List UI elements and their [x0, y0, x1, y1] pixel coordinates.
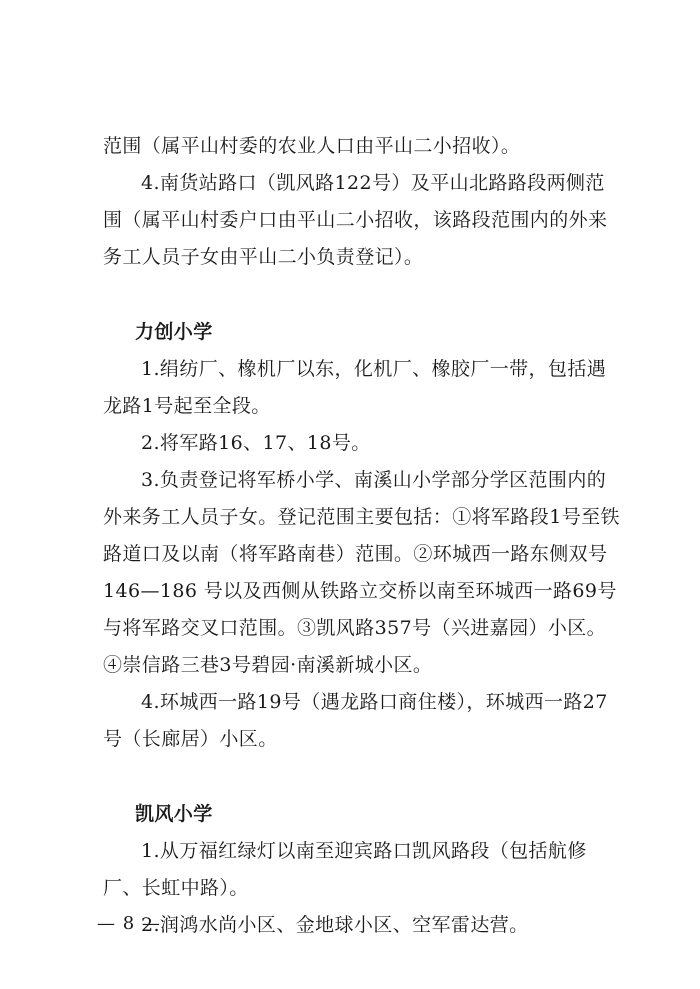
paragraph-item-4: 4.环城西一路19号（遇龙路口商住楼），环城西一路27号（长廊居）小区。 — [103, 691, 608, 750]
page-number: — 8 — — [97, 913, 161, 934]
document-body — [103, 128, 623, 944]
section-heading-kaifeng: 凯风小学 — [135, 803, 213, 825]
paragraph-item-2: 2.将军路16、17、18号。 — [141, 432, 371, 454]
paragraph-item-3: 3.负责登记将军桥小学、南溪山小学部分学区范围内的外来务工人员子女。登记范围主要包括：①将军路段1号至铁路道口及以南（将军路南巷）范围。②环城西一路东侧双号146—186 号以及西侧从铁路立交桥以南至环城西一路69号与将军路交叉口范围。③凯风路357号（兴进嘉园）小区。④崇信路三巷3号碧园·南溪新城小区。 — [103, 469, 620, 676]
paragraph-item-1: 1.从万福红绿灯以南至迎宾路口凯风路段（包括航修厂、长虹中路）。 — [103, 840, 587, 899]
paragraph-item-2: 2.润鸿水尚小区、金地球小区、空军雷达营。 — [141, 914, 529, 936]
paragraph-item-1: 1.绢纺厂、橡机厂以东，化机厂、橡胶厂一带，包括遇龙路1号起至全段。 — [103, 358, 607, 417]
section-heading-lichuang: 力创小学 — [135, 321, 213, 343]
paragraph-continuation: 范围（属平山村委的农业人口由平山二小招收）。 — [103, 135, 521, 157]
section-spacer — [103, 758, 623, 796]
paragraph-item-4: 4.南货站路口（凯风路122号）及平山北路路段两侧范围（属平山村委户口由平山二小招收，该路段范围内的外来务工人员子女由平山二小负责登记）。 — [103, 172, 608, 268]
section-spacer — [103, 276, 623, 314]
